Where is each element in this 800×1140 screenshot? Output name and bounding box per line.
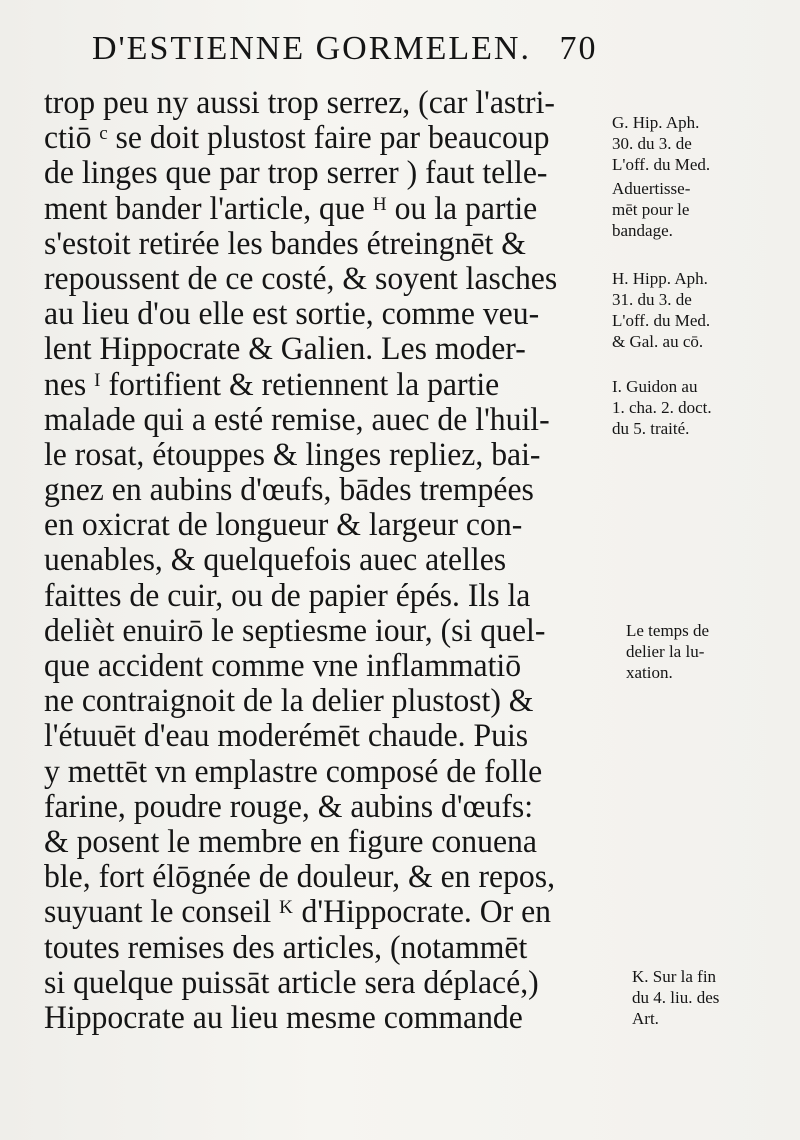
body-text — [44, 86, 614, 1036]
text-line: & posent le membre en figure conuena — [44, 823, 537, 860]
margin-line: du 4. liu. des — [632, 988, 720, 1007]
margin-line: I. Guidon au — [612, 377, 698, 396]
margin-line: K. Sur la fin — [632, 967, 717, 986]
text-line: gnez en aubins d'œufs, bādes trempées — [44, 472, 534, 509]
text-line: repoussent de ce costé, & soyent lasches — [44, 260, 558, 297]
text-line: ne contraignoit de la delier plustost) & — [44, 683, 534, 720]
text-line: s'estoit retirée les bandes étreingnēt & — [44, 225, 526, 262]
margin-line: bandage. — [612, 221, 673, 240]
running-header — [92, 30, 597, 68]
text-line: Hippocrate au lieu mesme commande — [44, 999, 523, 1036]
margin-note-g — [612, 112, 762, 175]
text-line: trop peu ny aussi trop serrez, (car l'astri- — [44, 85, 555, 121]
margin-line: Aduertisse- — [612, 179, 691, 198]
margin-line: 1. cha. 2. doct. — [612, 398, 712, 417]
running-title: D'ESTIENNE GORMELEN. — [92, 30, 531, 67]
margin-line: 31. du 3. de — [612, 290, 692, 309]
margin-note-h — [612, 268, 762, 352]
margin-line: du 5. traité. — [612, 419, 690, 438]
text-line: nes ᴵ fortifient & retiennent la partie — [44, 366, 500, 403]
margin-line: delier la lu- — [626, 642, 705, 661]
text-line: que accident comme vne inflammatiō — [44, 648, 522, 684]
text-line: faittes de cuir, ou de papier épés. Ils la — [44, 577, 531, 614]
margin-note-temps — [626, 620, 776, 683]
text-line: delièt enuirō le septiesme iour, (si quel- — [44, 612, 546, 649]
page-number: 70 — [559, 30, 598, 67]
margin-line: 30. du 3. de — [612, 134, 692, 153]
text-line: lent Hippocrate & Galien. Les moder- — [44, 331, 526, 368]
margin-line: L'off. du Med. — [612, 155, 711, 174]
show-through-texture — [620, 60, 790, 840]
margin-line: Art. — [632, 1009, 659, 1028]
margin-note-aduertissement — [612, 178, 762, 241]
text-line: ble, fort élōgnée de douleur, & en repos, — [44, 859, 556, 896]
text-line: y mettēt vn emplastre composé de folle — [44, 753, 543, 790]
text-line: au lieu d'ou elle est sortie, comme veu- — [44, 296, 540, 333]
margin-line: xation. — [626, 663, 673, 682]
text-line: farine, poudre rouge, & aubins d'œufs: — [44, 788, 534, 825]
margin-line: mēt pour le — [612, 200, 690, 219]
margin-note-i — [612, 376, 762, 439]
text-line: si quelque puissāt article sera déplacé,) — [44, 964, 539, 1001]
margin-note-k — [632, 966, 782, 1029]
text-line: suyuant le conseil ᴷ d'Hippocrate. Or en — [44, 894, 552, 931]
text-line: l'étuuēt d'eau moderémēt chaude. Puis — [44, 718, 529, 755]
text-line: ment bander l'article, que ᴴ ou la partie — [44, 190, 538, 227]
text-line: ctiō ᶜ se doit plustost faire par beaucoup — [44, 120, 550, 157]
margin-line: H. Hipp. Aph. — [612, 269, 708, 288]
text-line: uenables, & quelquefois auec atelles — [44, 542, 507, 579]
margin-line: L'off. du Med. — [612, 311, 711, 330]
margin-line: Le temps de — [626, 621, 710, 640]
text-line: de linges que par trop serrer ) faut telle- — [44, 155, 548, 192]
text-line: malade qui a esté remise, auec de l'huil- — [44, 401, 550, 438]
margin-line: G. Hip. Aph. — [612, 113, 700, 132]
text-line: en oxicrat de longueur & largeur con- — [44, 507, 523, 544]
text-line: toutes remises des articles, (notammēt — [44, 929, 528, 966]
margin-line: & Gal. au cō. — [612, 332, 704, 351]
text-line: le rosat, étouppes & linges repliez, bai- — [44, 436, 541, 473]
